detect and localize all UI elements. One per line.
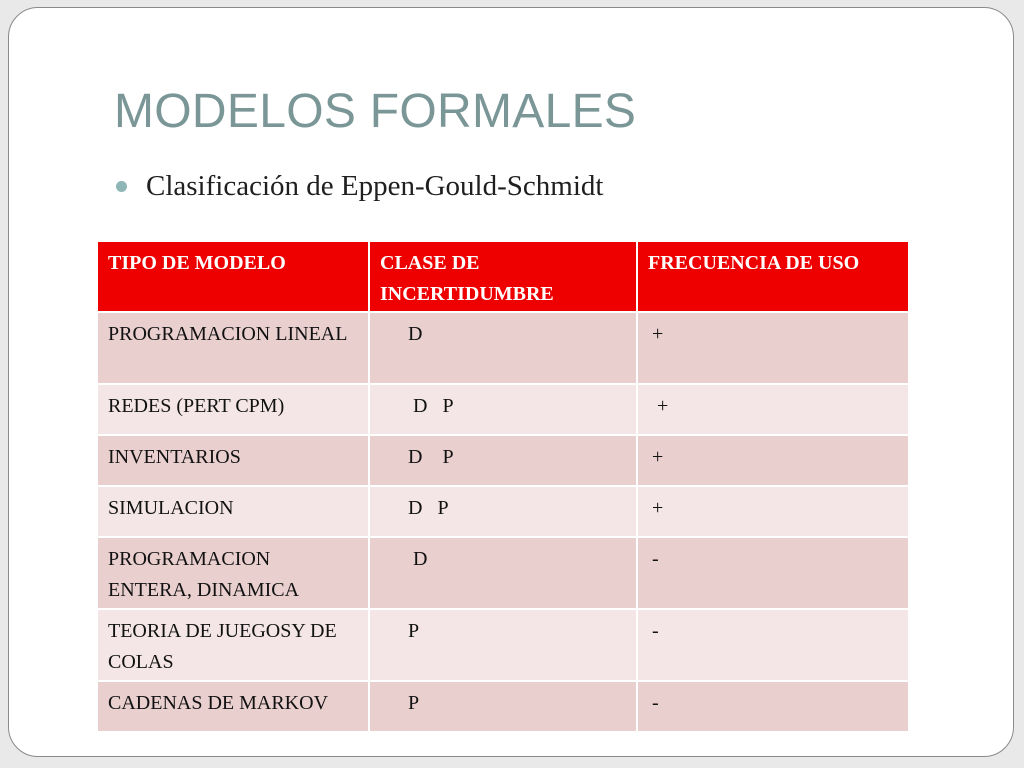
bullet-text: Clasificación de Eppen-Gould-Schmidt bbox=[146, 170, 604, 202]
cell-usage-frequency: + bbox=[637, 312, 909, 384]
table-header-row bbox=[97, 241, 909, 312]
cell-uncertainty-class: D P bbox=[369, 384, 637, 435]
cell-model-type: PROGRAMACION ENTERA, DINAMICA bbox=[97, 537, 369, 609]
cell-uncertainty-class: D P bbox=[369, 435, 637, 486]
table-row bbox=[97, 609, 909, 681]
table-row bbox=[97, 486, 909, 537]
cell-uncertainty-class: D bbox=[369, 312, 637, 384]
cell-model-type: PROGRAMACION LINEAL bbox=[97, 312, 369, 384]
slide-title: MODELOS FORMALES bbox=[114, 85, 637, 138]
cell-model-type: SIMULACION bbox=[97, 486, 369, 537]
classification-table bbox=[96, 240, 910, 733]
header-uncertainty-class: CLASE DE INCERTIDUMBRE bbox=[369, 241, 637, 312]
table-row bbox=[97, 681, 909, 732]
cell-usage-frequency: + bbox=[637, 486, 909, 537]
table-row bbox=[97, 312, 909, 384]
bullet-item bbox=[114, 170, 603, 203]
bullet-dot-icon bbox=[116, 181, 127, 192]
cell-usage-frequency: + bbox=[637, 384, 909, 435]
table-row bbox=[97, 435, 909, 486]
header-model-type: TIPO DE MODELO bbox=[97, 241, 369, 312]
cell-uncertainty-class: P bbox=[369, 609, 637, 681]
cell-usage-frequency: + bbox=[637, 435, 909, 486]
table-row bbox=[97, 384, 909, 435]
header-usage-frequency: FRECUENCIA DE USO bbox=[637, 241, 909, 312]
cell-uncertainty-class: D P bbox=[369, 486, 637, 537]
cell-model-type: INVENTARIOS bbox=[97, 435, 369, 486]
cell-model-type: REDES (PERT CPM) bbox=[97, 384, 369, 435]
cell-usage-frequency: - bbox=[637, 681, 909, 732]
cell-uncertainty-class: P bbox=[369, 681, 637, 732]
table-row bbox=[97, 537, 909, 609]
cell-uncertainty-class: D bbox=[369, 537, 637, 609]
cell-model-type: CADENAS DE MARKOV bbox=[97, 681, 369, 732]
cell-model-type: TEORIA DE JUEGOSY DE COLAS bbox=[97, 609, 369, 681]
cell-usage-frequency: - bbox=[637, 609, 909, 681]
cell-usage-frequency: - bbox=[637, 537, 909, 609]
